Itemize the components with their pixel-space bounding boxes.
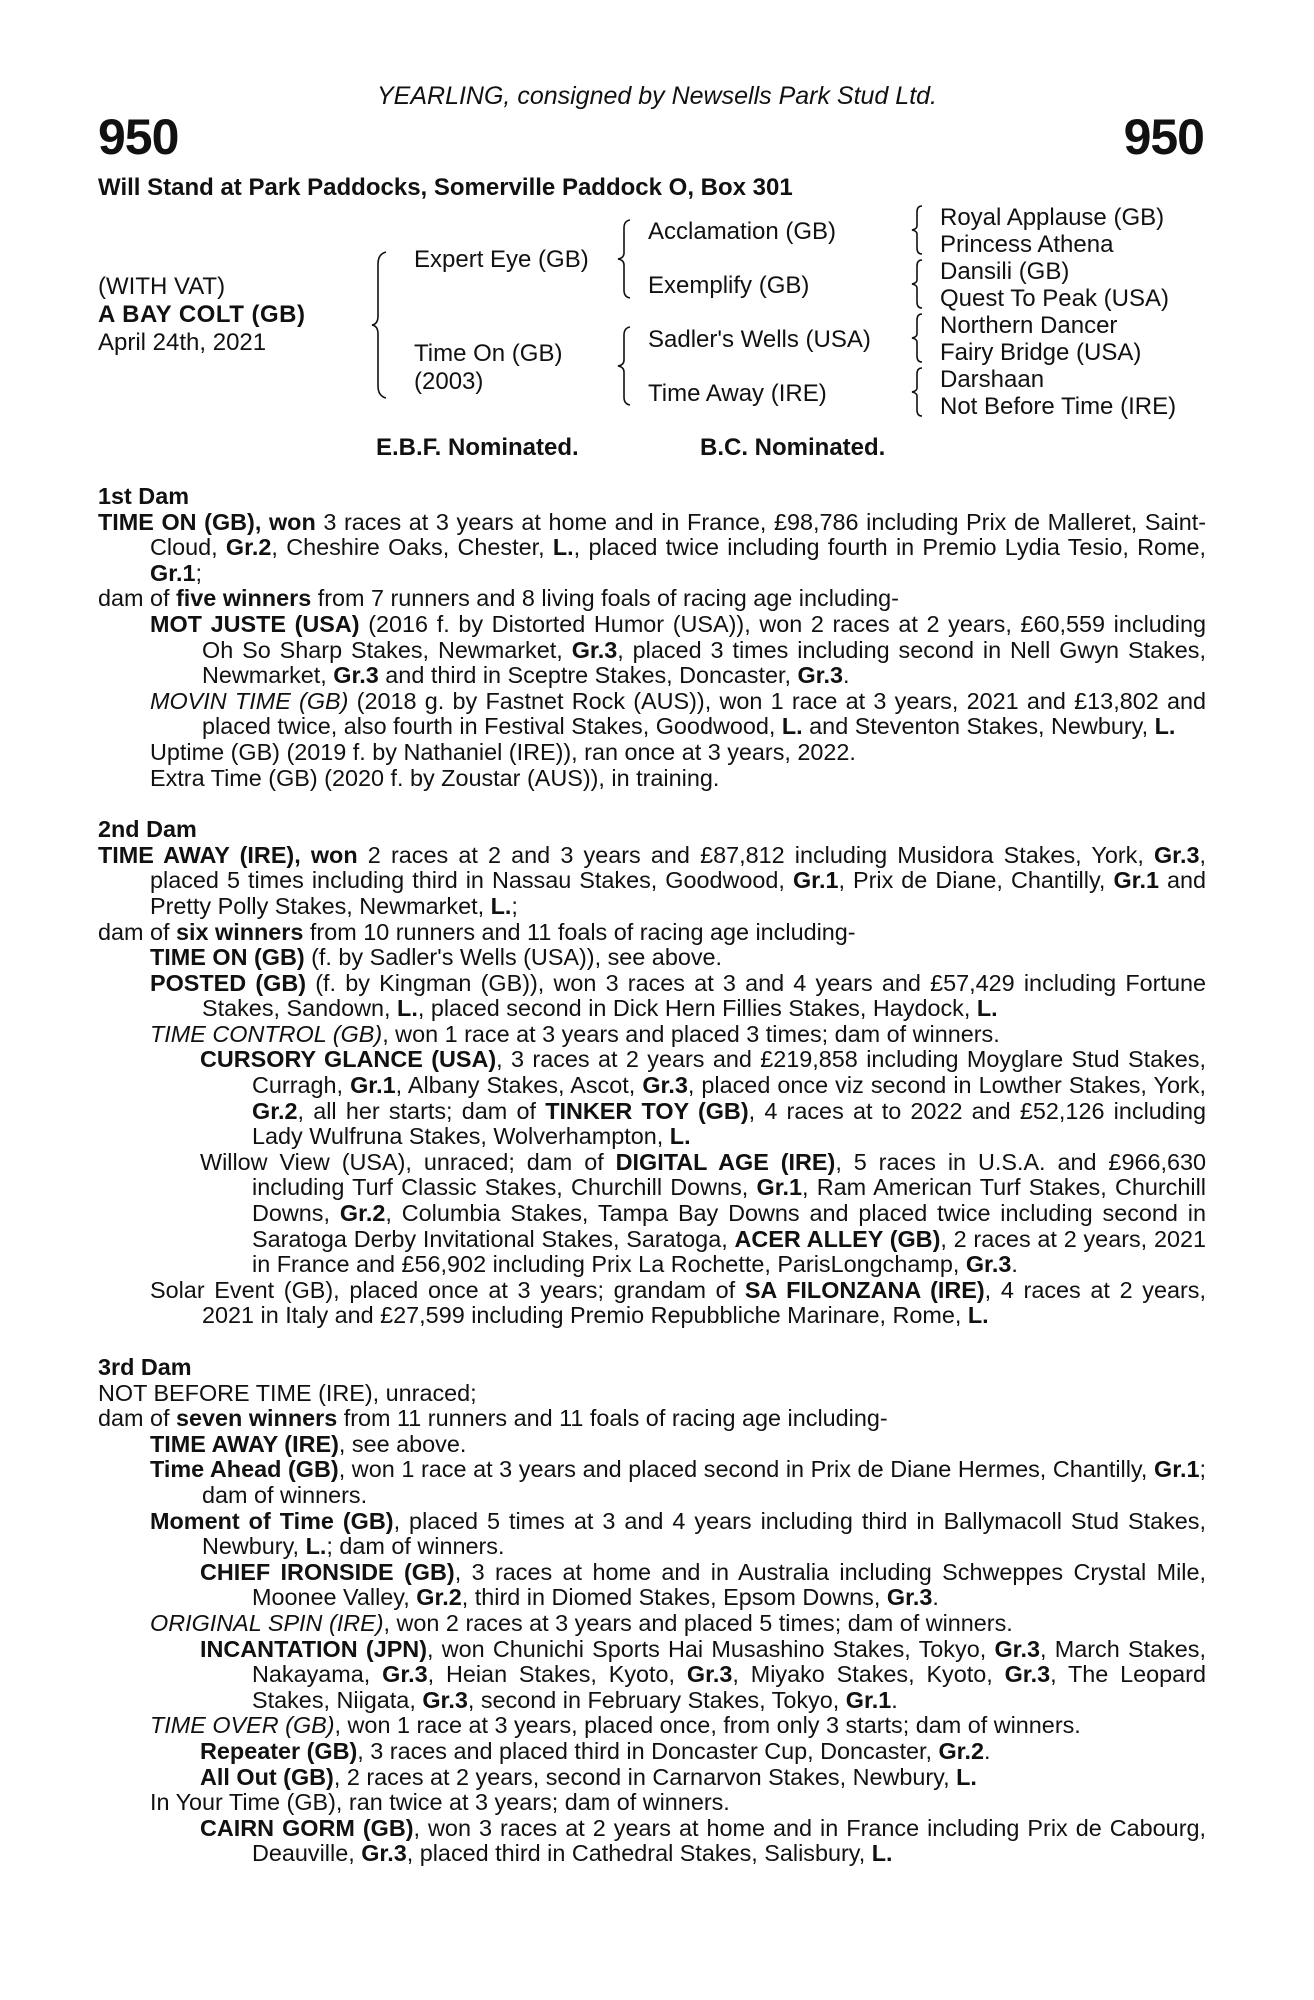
- pedigree-entry: dam of six winners from 10 runners and 11 foals of racing age including-: [98, 918, 856, 945]
- pedigree-entry: NOT BEFORE TIME (IRE), unraced;: [98, 1379, 477, 1406]
- pedigree-entry: CHIEF IRONSIDE (GB), 3 races at home and in Australia including Schweppes Crystal Mile, Moonee Valley, Gr.2, third in Diomed Stakes, Epsom Downs, Gr.3.: [200, 1558, 1207, 1611]
- ebf-nomination: E.B.F. Nominated.: [376, 434, 579, 461]
- pedigree-entry: INCANTATION (JPN), won Chunichi Sports Hai Musashino Stakes, Tokyo, Gr.3, March Stakes, Nakayama, Gr.3, Heian Stakes, Kyoto, Gr.3, Miyako Stakes, Kyoto, Gr.3, The Leopard Stakes, Niigata, Gr.3, second in February Stakes, Tokyo, Gr.1.: [200, 1635, 1206, 1713]
- pedigree-entry: CURSORY GLANCE (USA), 3 races at 2 years and £219,858 including Moyglare Stud Stakes, Curragh, Gr.1, Albany Stakes, Ascot, Gr.3, placed once viz second in Lowther Stakes, York, Gr.2, all her starts; dam of TINKER TOY (GB), 4 races at to 2022 and £52,126 including Lady Wulfruna Stakes, Wolverhampton, L.: [200, 1046, 1207, 1150]
- pedigree-gen3-item: Northern Dancer: [940, 312, 1118, 339]
- pedigree-entry: All Out (GB), 2 races at 2 years, second in Carnarvon Stakes, Newbury, L.: [200, 1763, 977, 1790]
- dam-name: Time On (GB): [414, 340, 563, 367]
- pedigree-entry: MOT JUSTE (USA) (2016 f. by Distorted Humor (USA)), won 2 races at 2 years, £60,559 including Oh So Sharp Stakes, Newmarket, Gr.3, placed 3 times including second in Nell Gwyn Stakes, Newmarket, Gr.3 and third in Sceptre Stakes, Doncaster, Gr.3.: [150, 610, 1207, 689]
- pedigree-entry: Moment of Time (GB), placed 5 times at 3 and 4 years including third in Ballymacoll Stud Stakes, Newbury, L.; dam of winners.: [150, 1507, 1206, 1560]
- stabling-line: Will Stand at Park Paddocks, Somerville Paddock O, Box 301: [98, 174, 793, 201]
- pedigree-gen3-item: Dansili (GB): [940, 258, 1070, 285]
- pedigree-gen3-item: Fairy Bridge (USA): [940, 339, 1142, 366]
- pedigree-brace: [912, 366, 926, 418]
- pedigree-gen3-item: Royal Applause (GB): [940, 204, 1165, 231]
- pedigree-entry: TIME AWAY (IRE), see above.: [150, 1430, 467, 1457]
- pedigree-gen3-item: Not Before Time (IRE): [940, 393, 1177, 420]
- section-gap: [98, 1329, 1206, 1355]
- lot-title: A BAY COLT (GB): [98, 301, 306, 328]
- section-heading: 3rd Dam: [98, 1354, 192, 1380]
- pedigree-entry: Repeater (GB), 3 races and placed third in Doncaster Cup, Doncaster, Gr.2.: [200, 1737, 991, 1764]
- pedigree-gen3-item: Quest To Peak (USA): [940, 285, 1169, 312]
- pedigree-entry: CAIRN GORM (GB), won 3 races at 2 years at home and in France including Prix de Cabourg, Deauville, Gr.3, placed third in Cathedral Stakes, Salisbury, L.: [200, 1814, 1206, 1867]
- pedigree-gen3-item: Darshaan: [940, 366, 1045, 393]
- lot-number-left: 950: [98, 109, 179, 165]
- pedigree-entry: Extra Time (GB) (2020 f. by Zoustar (AUS)), in training.: [150, 764, 720, 791]
- pedigree-entry: TIME ON (GB), won 3 races at 3 years at home and in France, £98,786 including Prix de Malleret, Saint-Cloud, Gr.2, Cheshire Oaks, Chester, L., placed twice including fourth in Premio Lydia Tesio, Rome, Gr.1;: [98, 508, 1206, 586]
- pedigree-gen2-item: Exemplify (GB): [648, 272, 810, 299]
- catalogue-body: [98, 484, 1206, 1867]
- section-heading: 2nd Dam: [98, 816, 197, 843]
- pedigree-brace: [912, 204, 926, 256]
- foaling-date: April 24th, 2021: [98, 329, 267, 356]
- pedigree-entry: dam of five winners from 7 runners and 8 living foals of racing age including-: [98, 585, 899, 612]
- sire-name: Expert Eye (GB): [414, 246, 589, 273]
- pedigree-brace: [618, 218, 636, 300]
- pedigree-brace: [618, 325, 636, 407]
- pedigree-gen2-item: Time Away (IRE): [648, 380, 827, 407]
- consignment-line: YEARLING, consigned by Newsells Park Stud Ltd.: [377, 82, 937, 110]
- pedigree-brace: [372, 250, 392, 400]
- pedigree-entry: Uptime (GB) (2019 f. by Nathaniel (IRE)), ran once at 3 years, 2022.: [150, 738, 856, 765]
- pedigree-entry: TIME CONTROL (GB), won 1 race at 3 years and placed 3 times; dam of winners.: [150, 1020, 1000, 1047]
- pedigree-entry: Willow View (USA), unraced; dam of DIGITAL AGE (IRE), 5 races in U.S.A. and £966,630 including Turf Classic Stakes, Churchill Downs, Gr.1, Ram American Turf Stakes, Churchill Downs, Gr.2, Columbia Stakes, Tampa Bay Downs and placed twice including second in Saratoga Derby Invitational Stakes, Saratoga, ACER ALLEY (GB), 2 races at 2 years, 2021 in France and £56,902 including Prix La Rochette, ParisLongchamp, Gr.3.: [200, 1148, 1207, 1278]
- pedigree-gen2-item: Sadler's Wells (USA): [648, 326, 871, 353]
- pedigree-entry: TIME AWAY (IRE), won 2 races at 2 and 3 years and £87,812 including Musidora Stakes, York, Gr.3, placed 5 times including third in Nassau Stakes, Goodwood, Gr.1, Prix de Diane, Chantilly, Gr.1 and Pretty Polly Stakes, Newmarket, L.;: [98, 841, 1206, 919]
- pedigree-entry: TIME OVER (GB), won 1 race at 3 years, placed once, from only 3 starts; dam of winners.: [150, 1712, 1081, 1739]
- pedigree-entry: ORIGINAL SPIN (IRE), won 2 races at 3 years and placed 5 times; dam of winners.: [150, 1609, 1013, 1636]
- section-gap: [98, 791, 1206, 817]
- pedigree-brace: [912, 312, 926, 364]
- pedigree-gen3-item: Princess Athena: [940, 231, 1114, 258]
- pedigree-entry: TIME ON (GB) (f. by Sadler's Wells (USA)), see above.: [150, 944, 723, 971]
- bc-nomination: B.C. Nominated.: [700, 434, 886, 461]
- pedigree-entry: dam of seven winners from 11 runners and 11 foals of racing age including-: [98, 1405, 888, 1432]
- pedigree-entry: Time Ahead (GB), won 1 race at 3 years and placed second in Prix de Diane Hermes, Chantilly, Gr.1; dam of winners.: [150, 1456, 1207, 1508]
- section-heading: 1st Dam: [98, 483, 190, 509]
- pedigree-gen2-item: Acclamation (GB): [648, 218, 837, 245]
- pedigree-entry: POSTED (GB) (f. by Kingman (GB)), won 3 races at 3 and 4 years and £57,429 including Fortune Stakes, Sandown, L., placed second in Dick Hern Fillies Stakes, Haydock, L.: [150, 969, 1206, 1022]
- pedigree-entry: Solar Event (GB), placed once at 3 years; grandam of SA FILONZANA (IRE), 4 races at 2 years, 2021 in Italy and £27,599 including Premio Repubbliche Marinare, Rome, L.: [150, 1276, 1206, 1329]
- dam-year: (2003): [414, 368, 484, 395]
- pedigree-entry: MOVIN TIME (GB) (2018 g. by Fastnet Rock (AUS)), won 1 race at 3 years, 2021 and £13,802 and placed twice, also fourth in Festival Stakes, Goodwood, L. and Steventon Stakes, Newbury, L.: [150, 687, 1206, 740]
- pedigree-brace: [912, 258, 926, 310]
- pedigree-entry: In Your Time (GB), ran twice at 3 years; dam of winners.: [150, 1789, 730, 1816]
- vat-note: (WITH VAT): [98, 273, 226, 300]
- lot-number-right: 950: [1123, 109, 1204, 165]
